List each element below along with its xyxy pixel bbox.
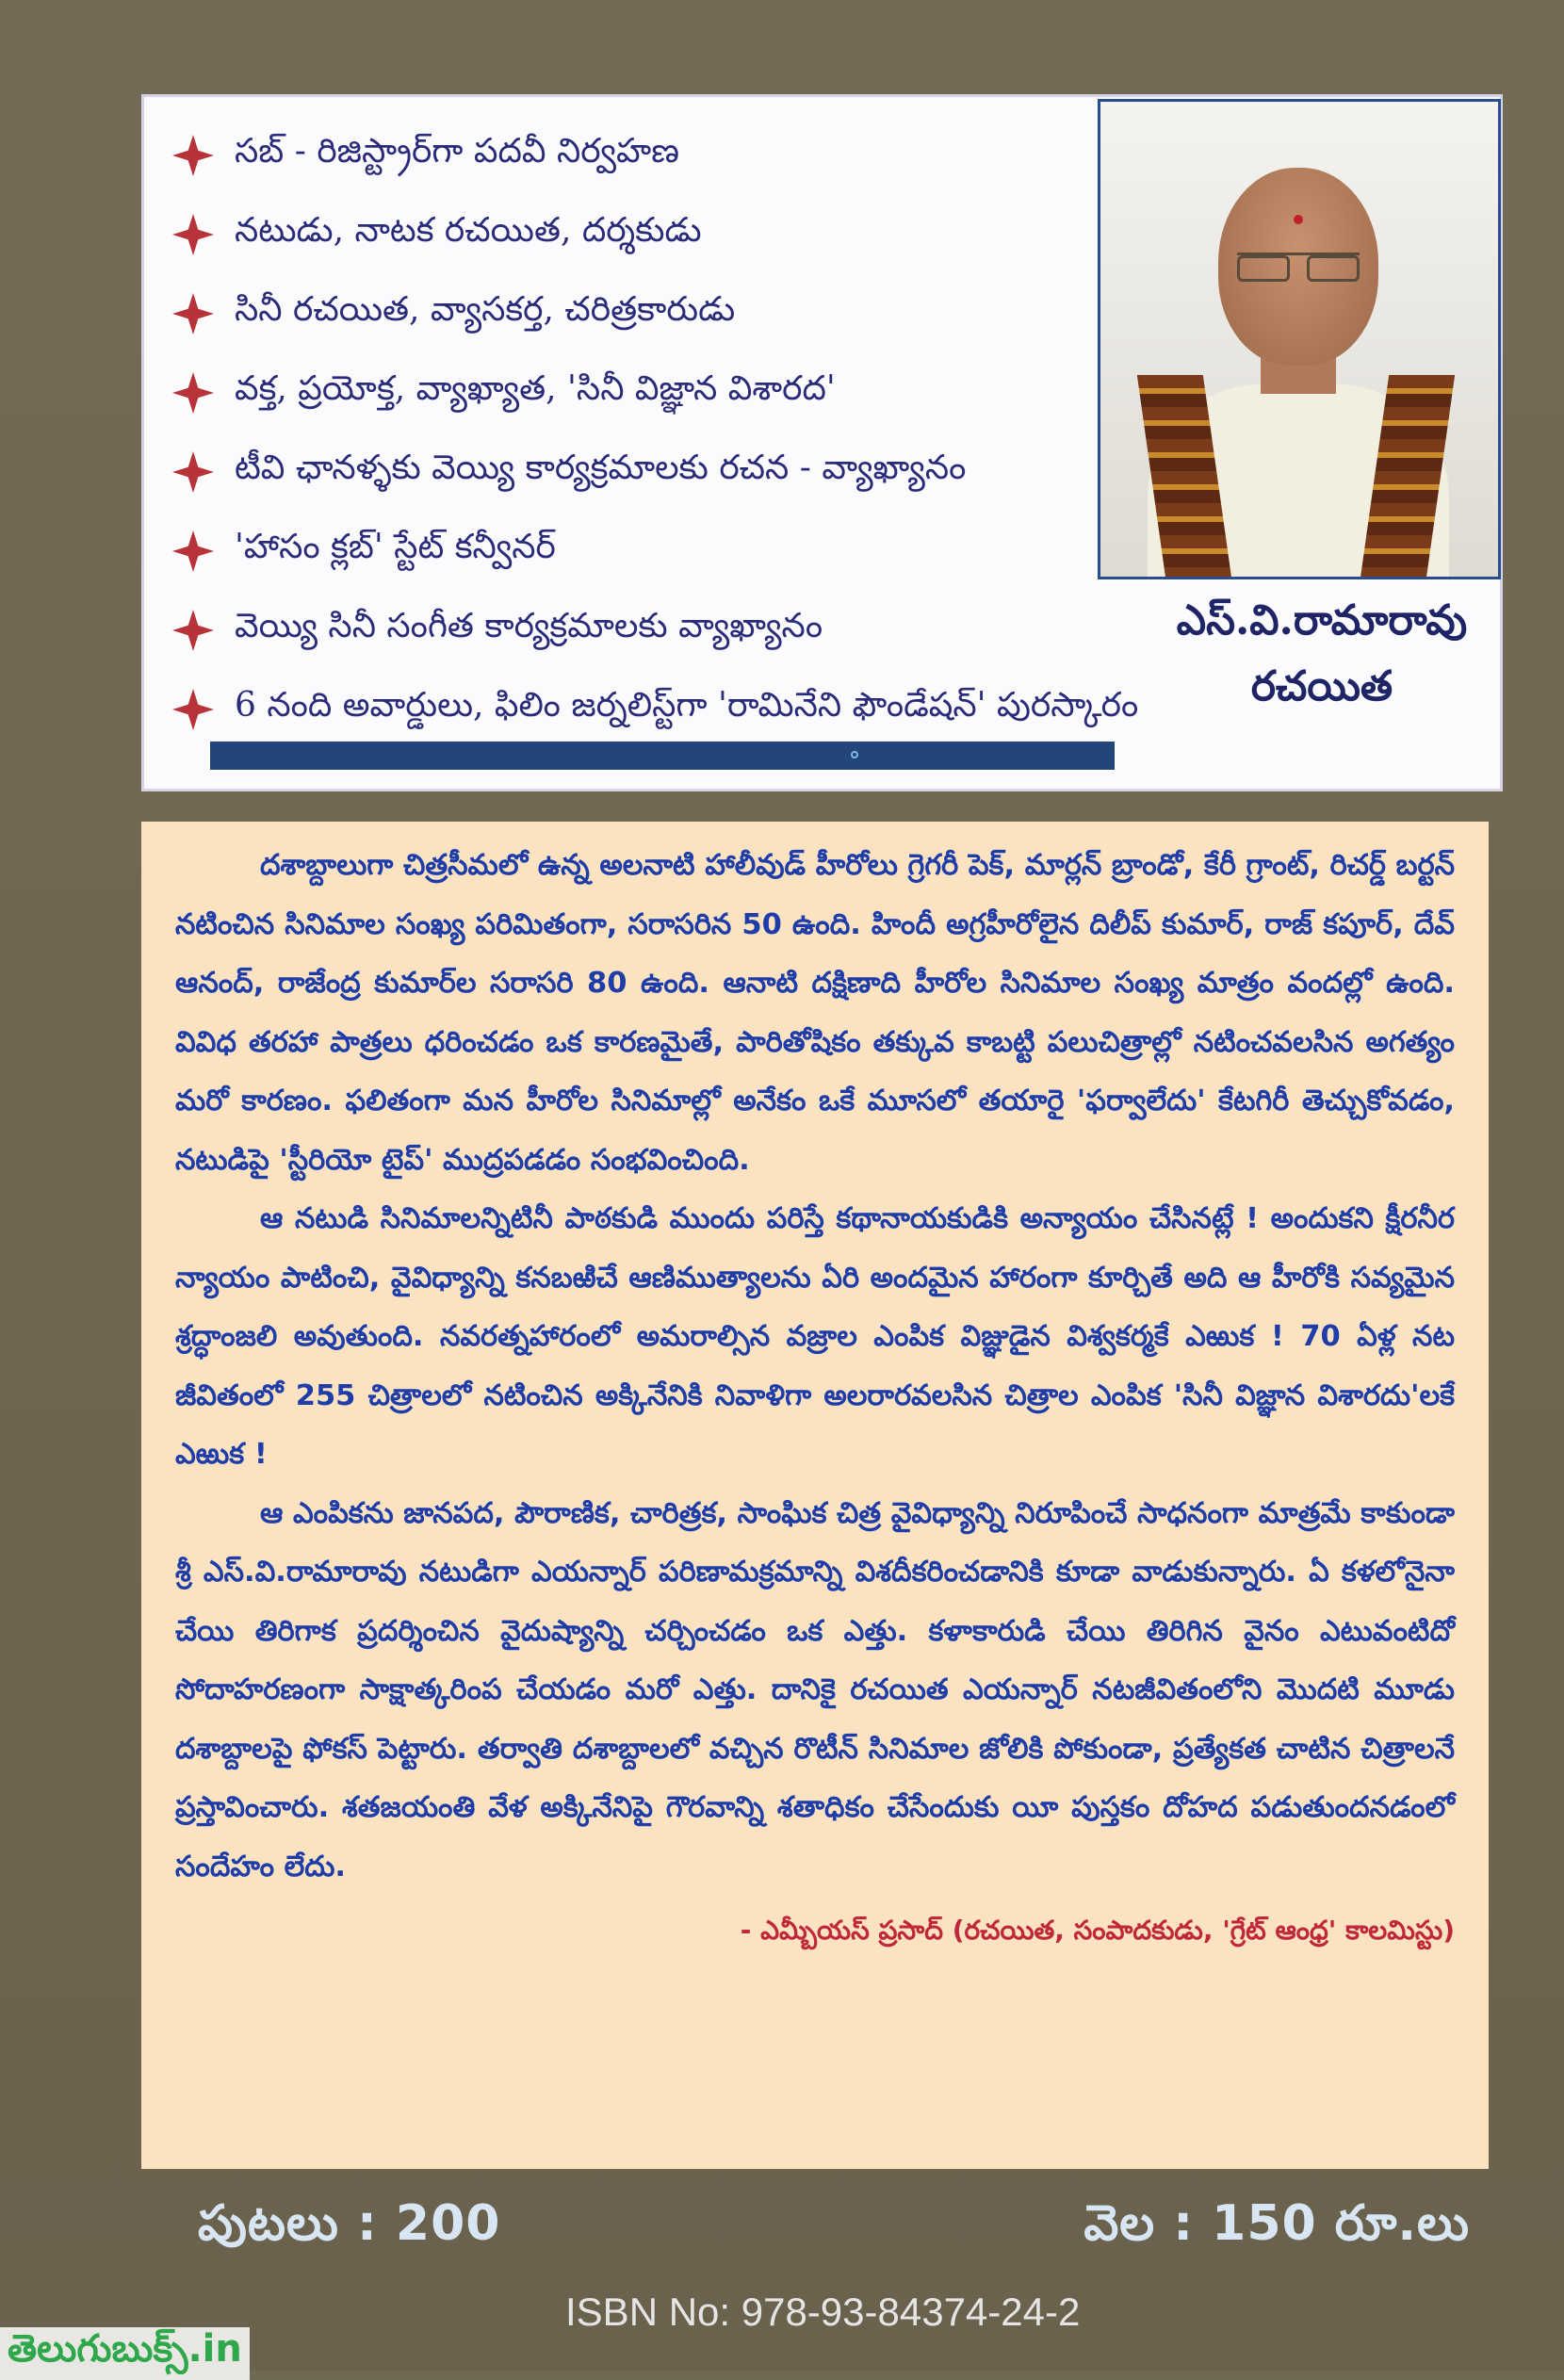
list-item-text: నటుడు, నాటక రచయిత, దర్శకుడు	[235, 211, 702, 250]
author-name: ఎస్.వి.రామారావు	[1176, 596, 1468, 644]
star-bullet-icon	[172, 610, 214, 651]
isbn: ISBN No: 978-93-84374-24-2	[565, 2290, 1081, 2334]
star-bullet-icon	[172, 293, 214, 334]
list-item	[172, 353, 1115, 432]
author-role: రచయిత	[1250, 662, 1393, 710]
list-item-text: 'హాసం క్లబ్' స్టేట్ కన్వీనర్	[235, 528, 556, 566]
list-item-text: వక్త, ప్రయోక్త, వ్యాఖ్యాత, 'సినీ విజ్ఞాన విశారద'	[235, 369, 836, 408]
blurb-paragraph: దశాబ్దాలుగా చిత్రసీమలో ఉన్న అలనాటి హాలీవుడ్ హీరోలు గ్రెగరీ పెక్, మార్లన్ బ్రాండో, కేరీ గ్రాంట్, రిచర్డ్ బర్టన్ నటించిన సినిమాల సంఖ్య పరిమితంగా, సరాసరిన 50 ఉంది. హిందీ అగ్రహీరోలైన దిలీప్ కుమార్, రాజ్ కపూర్, దేవ్ ఆనంద్, రాజేంద్ర కుమార్‌ల సరాసరి 80 ఉంది. ఆనాటి దక్షిణాది హీరోల సినిమాల సంఖ్య మాత్రం వందల్లో ఉంది. వివిధ తరహా పాత్రలు ధరించడం ఒక కారణమైతే, పారితోషికం తక్కువ కాబట్టి పలుచిత్రాల్లో నటించవలసిన అగత్యం మరో కారణం. ఫలితంగా మన హీరోల సినిమాల్లో అనేకం ఒకే మూసలో తయారై 'ఫర్వాలేదు' కేటగిరీ తెచ్చుకోవడం, నటుడిపై 'స్టీరియో టైప్' ముద్రపడడం సంభవించింది.	[175, 849, 1455, 1177]
star-bullet-icon	[172, 372, 214, 414]
blurb-paragraph: ఆ ఎంపికను జానపద, పౌరాణిక, చారిత్రక, సాంఘిక చిత్ర వైవిధ్యాన్ని నిరూపించే సాధనంగా మాత్రమే కాకుండా శ్రీ ఎస్.వి.రామారావు నటుడిగా ఎయన్నార్ పరిణామక్రమాన్ని విశదీకరించడానికి కూడా వాడుకున్నారు. ఏ కళలోనైనా చేయి తిరిగాక ప్రదర్శించిన వైదుష్యాన్ని చర్చించడం ఒక ఎత్తు. కళాకారుడి చేయి తిరిగిన వైనం ఎటువంటిదో సోదాహరణంగా సాక్షాత్కరింప చేయడం మరో ఎత్తు. దానికై రచయిత ఎయన్నార్ నటజీవితంలోని మొదటి మూడు దశాబ్దాలపై ఫోకస్ పెట్టారు. తర్వాతి దశాబ్దాలలో వచ్చిన రొటీన్ సినిమాల జోలికి పోకుండా, ప్రత్యేకత చాటిన చిత్రాలనే ప్రస్తావించారు. శతజయంతి వేళ అక్కినేనిపై గౌరవాన్ని శతాధికం చేసేందుకు యీ పుస్తకం దోహద పడుతుందనడంలో సందేహం లేదు.	[175, 1496, 1456, 1883]
page-count: పుటలు : 200	[198, 2195, 501, 2252]
star-bullet-icon	[172, 135, 214, 176]
dot-icon	[851, 751, 858, 758]
star-bullet-icon	[172, 530, 214, 572]
author-photo	[1098, 99, 1501, 579]
reviewer-signature: - ఎమ్బీయస్ ప్రసాద్ (రచయిత, సంపాదకుడు, 'గ్రేట్ ఆంధ్ర' కాలమిస్టు)	[740, 1915, 1455, 1946]
star-bullet-icon	[172, 689, 214, 730]
list-item	[172, 195, 1115, 274]
list-item	[172, 670, 1139, 749]
list-item-text: సినీ రచయిత, వ్యాసకర్త, చరిత్రకారుడు	[235, 290, 736, 329]
list-item	[172, 274, 1115, 353]
decorative-bar	[210, 742, 1115, 770]
list-item	[172, 512, 1115, 591]
blurb-panel	[141, 822, 1489, 2169]
price: వెల : 150 రూ.లు	[1083, 2195, 1470, 2252]
list-item-text: టీవి ఛానళ్ళకు వెయ్యి కార్యక్రమాలకు రచన - వ్యాఖ్యానం	[235, 448, 967, 487]
star-bullet-icon	[172, 451, 214, 493]
author-info-panel	[141, 94, 1503, 791]
achievement-list	[172, 116, 1139, 749]
star-bullet-icon	[172, 214, 214, 255]
watermark: తెలుగుబుక్స్.in	[0, 2327, 250, 2380]
blurb-paragraph: ఆ నటుడి సినిమాలన్నిటినీ పాఠకుడి ముందు పరిస్తే కథానాయకుడికి అన్యాయం చేసినట్లే ! అందుకని క్షీరనీర న్యాయం పాటించి, వైవిధ్యాన్ని కనబఱిచే ఆణిముత్యాలను ఏరి అందమైన హారంగా కూర్చితే అది ఆ హీరోకి సవ్యమైన శ్రద్ధాంజలి అవుతుంది. నవరత్నహారంలో అమరాల్సిన వజ్రాల ఎంపిక విజ్ఞుడైన విశ్వకర్మకే ఎఱుక ! 70 ఏళ్ల నట జీవితంలో 255 చిత్రాలలో నటించిన అక్కినేనికి నివాళిగా అలరారవలసిన చిత్రాల ఎంపిక 'సినీ విజ్ఞాన విశారదు'లకే ఎఱుక !	[175, 1202, 1455, 1471]
list-item	[172, 432, 1115, 512]
list-item-text: సబ్ - రిజిస్ట్రార్‌గా పదవీ నిర్వహణ	[235, 132, 679, 171]
list-item	[172, 591, 1115, 670]
list-item-text: 6 నంది అవార్డులు, ఫిలిం జర్నలిస్ట్‌గా 'రామినేని ఫౌండేషన్' పురస్కారం	[235, 686, 1139, 725]
list-item-text: వెయ్యి సినీ సంగీత కార్యక్రమాలకు వ్యాఖ్యానం	[235, 607, 823, 645]
list-item	[172, 116, 1115, 195]
